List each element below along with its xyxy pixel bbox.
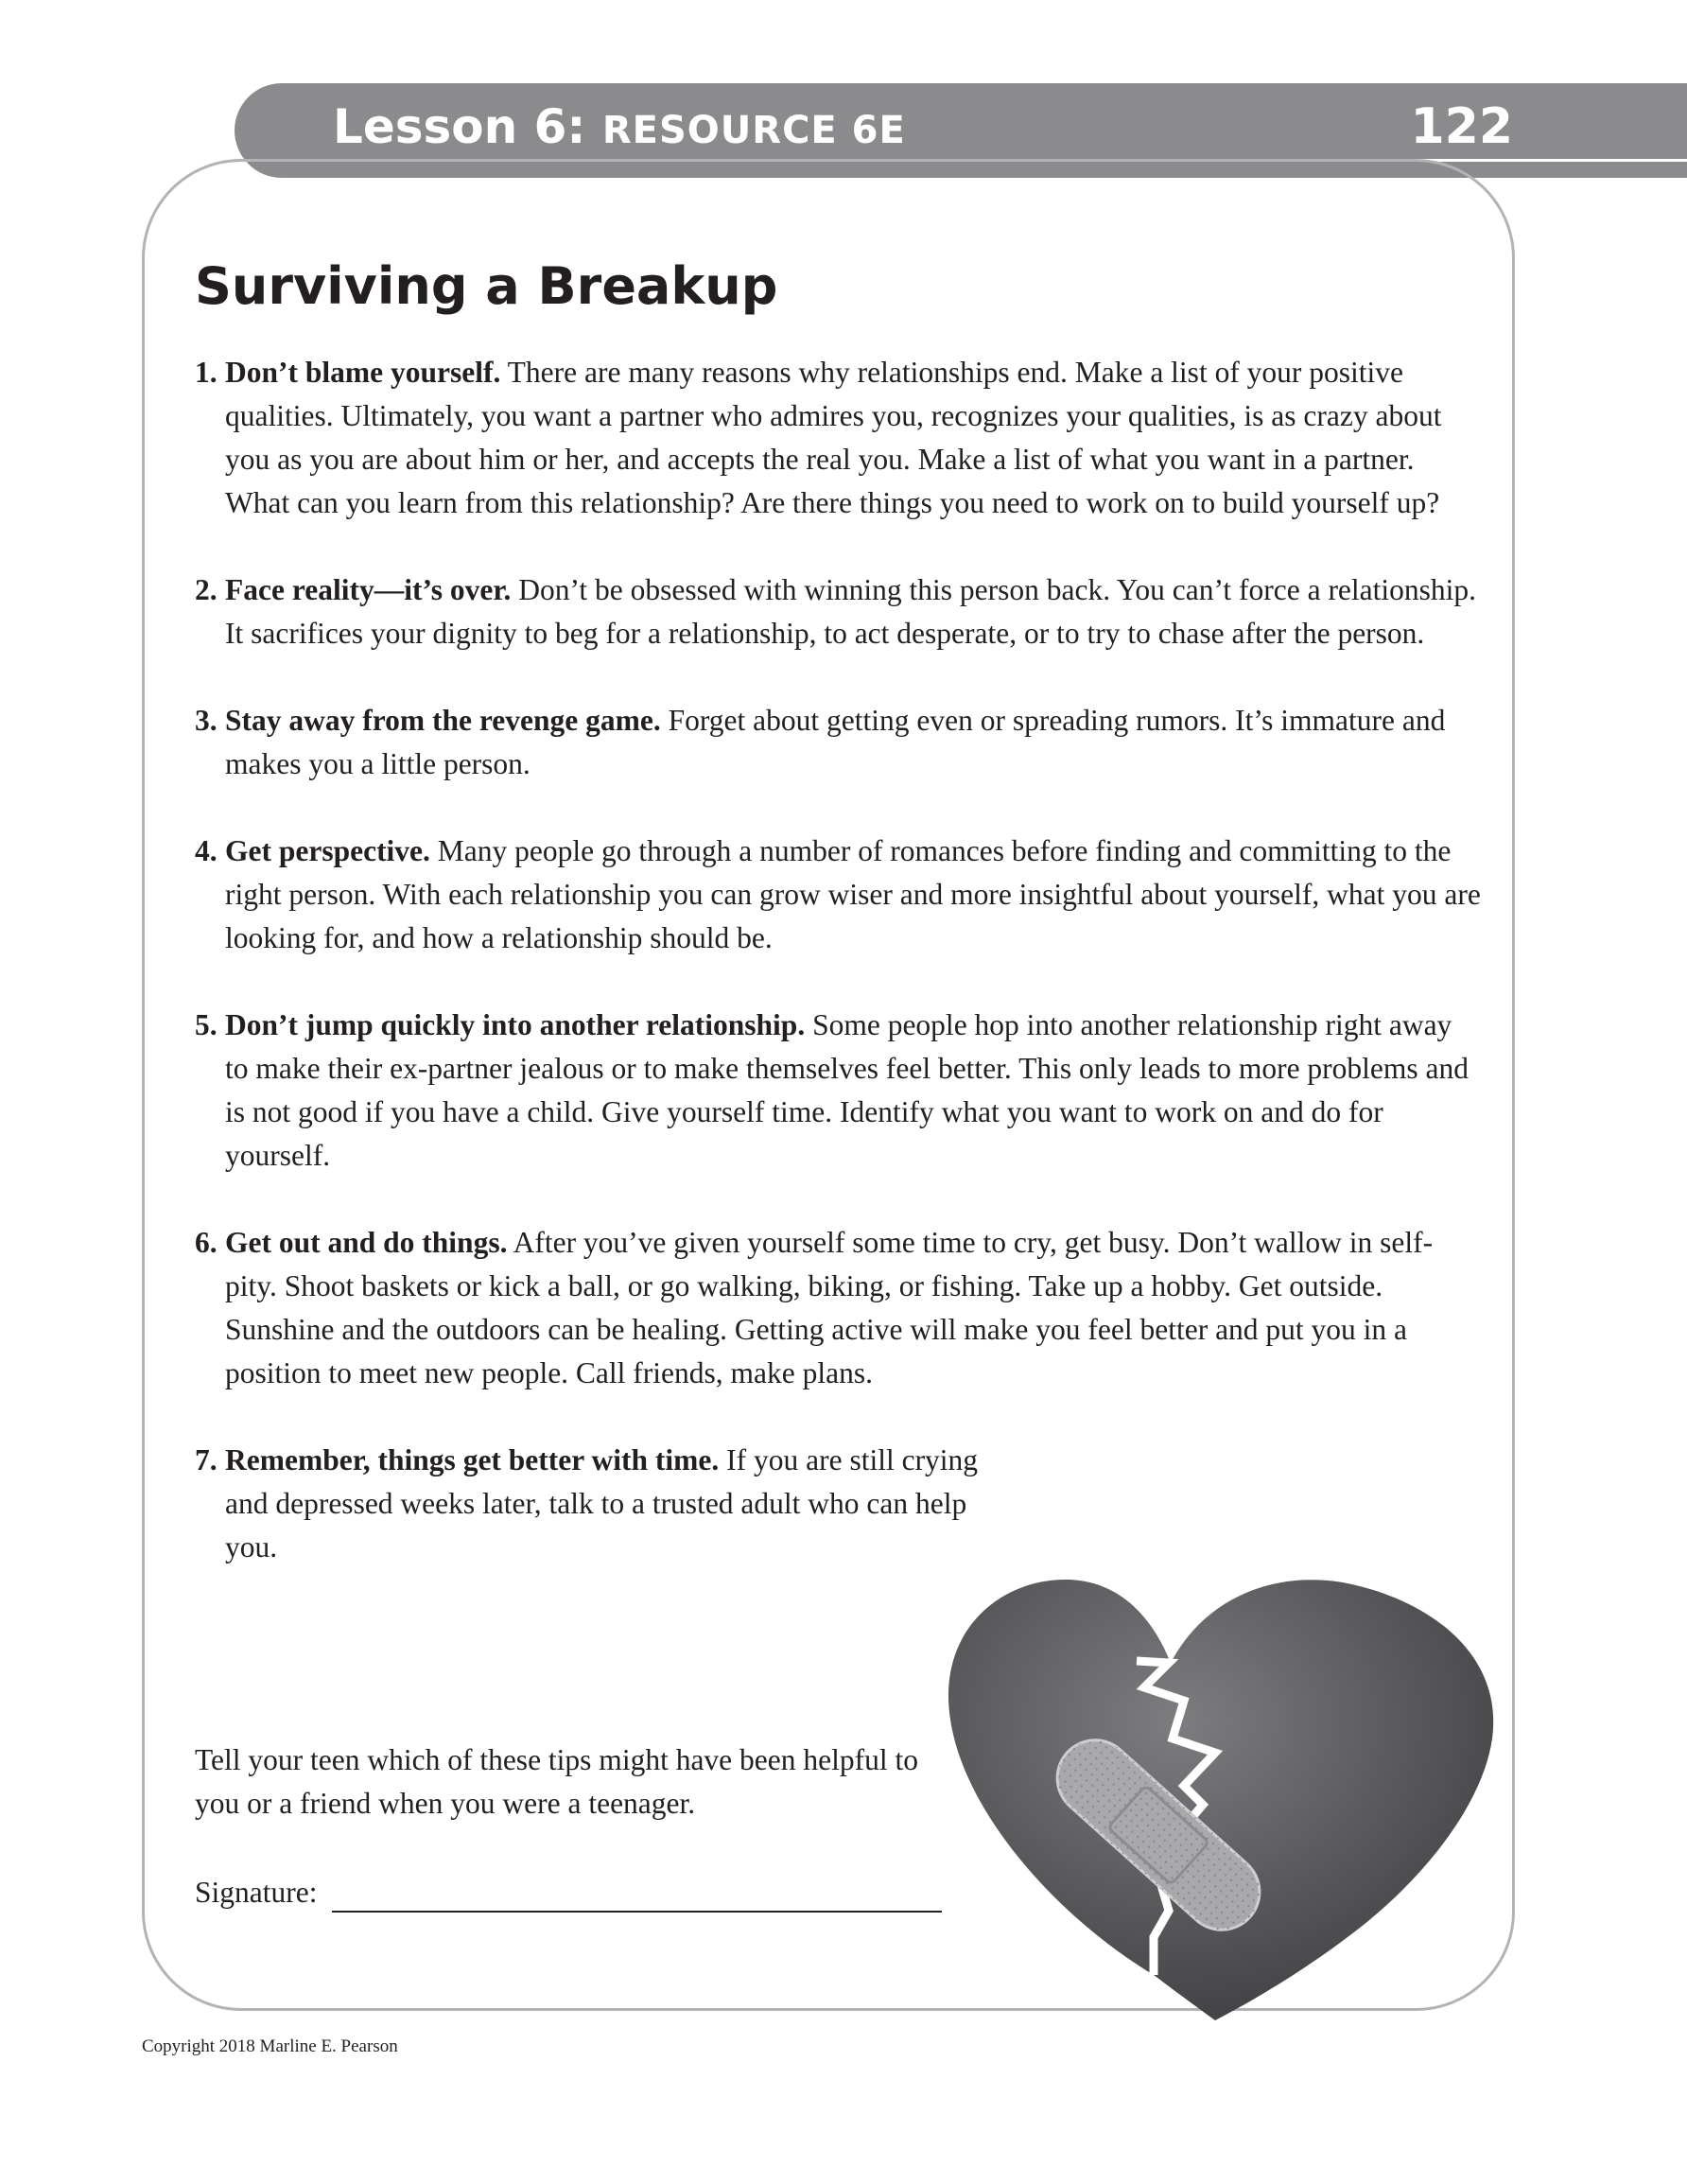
tip-number: 5.	[195, 1008, 217, 1041]
closing-prompt: Tell your teen which of these tips might have been helpful to you or a friend when you were a teenager.	[195, 1743, 918, 1820]
tip-body: If you are still crying and depressed weeks later, talk to a trusted adult who can help you.	[225, 1443, 979, 1564]
tip-item-6	[195, 1221, 1481, 1395]
tip-item-2	[195, 568, 1481, 655]
tip-number: 1.	[195, 356, 217, 389]
heart-shape	[948, 1580, 1493, 2020]
resource-label: RESOURCE 6E	[601, 109, 906, 152]
tip-item-5	[195, 1004, 1481, 1178]
tip-heading: Face reality—it’s over.	[225, 573, 512, 606]
tip-body: After you’ve given yourself some time to cry, get busy. Don’t wallow in self-pity. Shoot baskets or kick a ball, or go walking, biking, or fishing. Take up a hobby. Get outside. Sunshine and the outdoors can be healing. Getting active will make you feel better and put you in a position to meet new people. Call friends, make plans.	[225, 1226, 1434, 1389]
tip-item-1	[195, 351, 1481, 525]
tip-heading: Get perspective.	[225, 834, 430, 867]
lesson-heading	[333, 97, 906, 160]
tip-body: There are many reasons why relationships end. Make a list of your positive qualities. Ultimately, you want a partner who admires you, recognizes your qualities, is as crazy about you as you are about him or her, and accepts the real you. Make a list of what you want in a partner. What can you learn from this relationship? Are there things you need to work on to build yourself up?	[225, 356, 1442, 519]
copyright-notice: Copyright 2018 Marline E. Pearson	[142, 2036, 398, 2056]
tip-item-4	[195, 830, 1481, 960]
tip-item-3	[195, 699, 1481, 786]
tip-heading: Remember, things get better with time.	[225, 1443, 720, 1476]
tip-heading: Don’t jump quickly into another relationship.	[225, 1008, 806, 1041]
page-number: 122	[1410, 98, 1513, 155]
tip-number: 2.	[195, 573, 217, 606]
tips-list	[195, 351, 1481, 1613]
broken-heart-icon	[936, 1559, 1504, 2022]
tip-heading: Stay away from the revenge game.	[225, 704, 661, 737]
tip-body: Don’t be obsessed with winning this person back. You can’t force a relationship. It sacrifices your dignity to beg for a relationship, to act desperate, or to try to chase after the person.	[225, 573, 1477, 650]
tip-body: Forget about getting even or spreading rumors. It’s immature and makes you a little person.	[225, 704, 1446, 780]
tip-body: Many people go through a number of romances before finding and committing to the right person. With each relationship you can grow wiser and more insightful about yourself, what you are looking for, and how a relationship should be.	[225, 834, 1481, 954]
tip-heading: Don’t blame yourself.	[225, 356, 501, 389]
tip-number: 7.	[195, 1443, 217, 1476]
page-title: Surviving a Breakup	[195, 256, 778, 316]
signature-line[interactable]	[332, 1911, 942, 1913]
tip-body: Some people hop into another relationship right away to make their ex-partner jealous or to make themselves feel better. This only leads to more problems and is not good if you have a child. Give yourself time. Identify what you want to work on and do for yourself.	[225, 1008, 1470, 1172]
tip-number: 3.	[195, 704, 217, 737]
tip-number: 4.	[195, 834, 217, 867]
tip-item-7	[195, 1439, 1010, 1569]
tip-heading: Get out and do things.	[225, 1226, 508, 1259]
signature-label: Signature:	[195, 1876, 318, 1909]
tip-number: 6.	[195, 1226, 217, 1259]
lesson-label: Lesson 6:	[333, 99, 586, 154]
